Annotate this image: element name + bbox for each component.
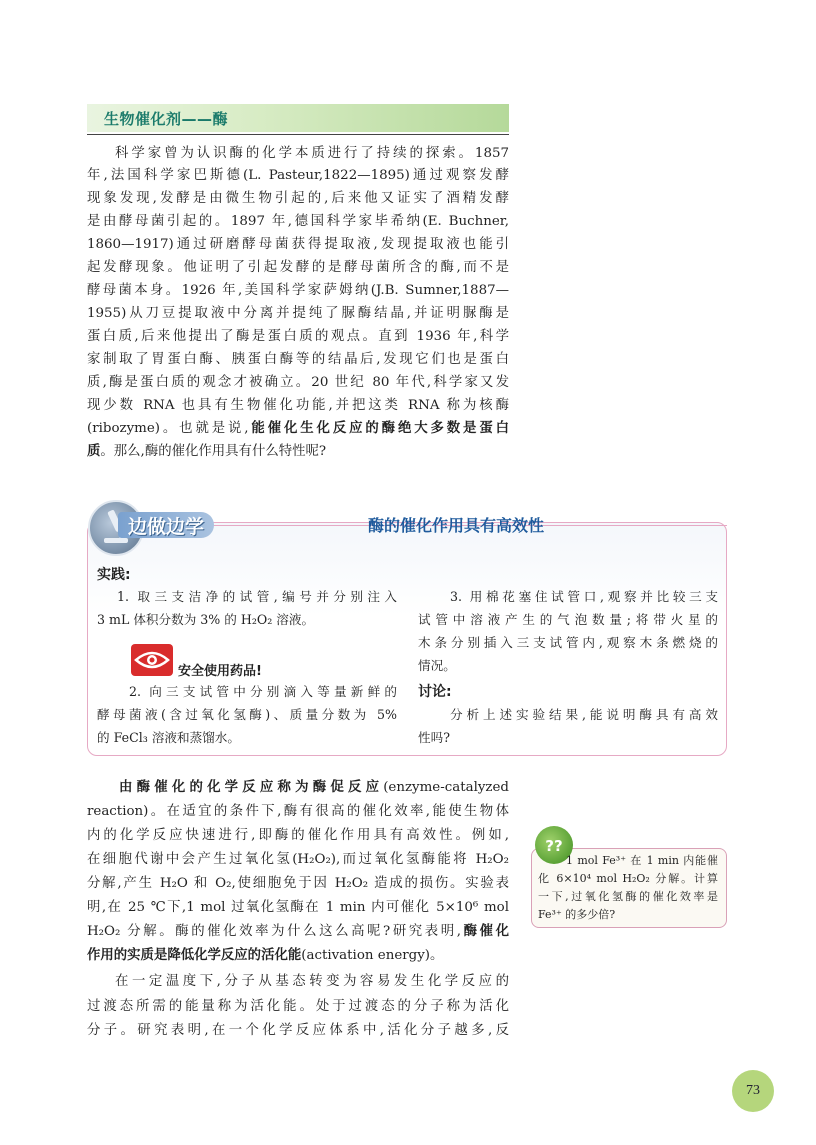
paragraph-line: 分子。研究表明,在一个化学反应体系中,活化分子越多,反 [87, 1023, 509, 1038]
paragraph-line: 现少数 RNA 也具有生物催化功能,并把这类 RNA 称为核酶 [87, 398, 509, 413]
practice-label: 实践: [97, 567, 131, 583]
paragraph-line: 1955)从刀豆提取液中分离并提纯了脲酶结晶,并证明脲酶是 [87, 306, 509, 321]
paragraph-line: 蛋白质,后来他提出了酶是蛋白质的观点。直到 1936 年,科学 [87, 329, 509, 344]
step-line: 木条分别插入三支试管内,观察木条燃烧的 [418, 635, 718, 650]
paragraph-line: 科学家曾为认识酶的化学本质进行了持续的探索。1857 [115, 146, 509, 161]
note-line: Fe³⁺ 的多少倍? [538, 908, 616, 921]
paragraph-line: 过渡态所需的能量称为活化能。处于过渡态的分子称为活化 [87, 999, 509, 1014]
term-definition: 由酶催化的化学反应称为酶促反应 [119, 780, 384, 795]
paragraph-line: 酵母菌本身。1926 年,美国科学家萨姆纳(J.B. Sumner,1887— [87, 283, 509, 298]
note-line: 一下,过氧化氢酶的催化效率是 [538, 890, 718, 903]
step-line: 酵母菌液(含过氧化氢酶)、质量分数为 5% [97, 707, 397, 722]
paragraph-line [87, 923, 509, 941]
step-line: 3. 用棉花塞住试管口,观察并比较三支 [450, 589, 718, 604]
step-line: 情况。 [418, 658, 456, 673]
paragraph-line: 内的化学反应快速进行,即酶的催化作用具有高效性。例如, [87, 828, 509, 843]
discussion-label: 讨论: [418, 684, 452, 700]
paragraph-line: reaction)。在适宜的条件下,酶有很高的催化效率,能使生物体 [87, 804, 509, 819]
activity-title: 边做边学 [128, 516, 205, 538]
paragraph-line: 分解,产生 H₂O 和 O₂,使细胞免于因 H₂O₂ 造成的损伤。实验表 [87, 876, 509, 891]
paragraph-line: 在细胞代谢中会产生过氧化氢(H₂O₂),而过氧化氢酶能将 H₂O₂ [87, 852, 509, 867]
page-number: 73 [746, 1083, 760, 1098]
key-statement: 作用的实质是降低化学反应的活化能 [87, 948, 302, 963]
paragraph-line: 是由酵母菌引起的。1897 年,德国科学家毕希纳(E. Buchner, [87, 214, 509, 229]
discussion-line: 性吗? [418, 730, 450, 745]
text-run: 。那么,酶的催化作用具有什么特性呢? [100, 444, 327, 459]
discussion-line: 分析上述实验结果,能说明酶具有高效 [450, 707, 718, 722]
safety-label: 安全使用药品! [178, 664, 262, 679]
paragraph-line: 质,酶是蛋白质的观念才被确立。20 世纪 80 年代,科学家又发 [87, 375, 509, 390]
paragraph-line: 家制取了胃蛋白酶、胰蛋白酶等的结晶后,发现它们也是蛋白 [87, 352, 509, 367]
text-run: (enzyme-catalyzed [383, 780, 509, 795]
section-title: 生物催化剂——酶 [104, 110, 229, 128]
note-line: 1 mol Fe³⁺ 在 1 min 内能催 [566, 854, 718, 867]
step-line: 试管中溶液产生的气泡数量;将带火星的 [418, 612, 718, 627]
paragraph-line [87, 779, 509, 797]
step-line: 3 mL 体积分数为 3% 的 H₂O₂ 溶液。 [97, 612, 315, 627]
paragraph-line: 年,法国科学家巴斯德(L. Pasteur,1822—1895)通过观察发酵 [87, 168, 509, 183]
paragraph-line: 明,在 25 ℃下,1 mol 过氧化氢酶在 1 min 内可催化 5×10⁶ mol [87, 900, 509, 915]
note-line: 化 6×10⁴ mol H₂O₂ 分解。计算 [538, 872, 718, 885]
text-run: (activation energy)。 [301, 948, 444, 963]
step-line: 2. 向三支试管中分别滴入等量新鲜的 [129, 684, 397, 699]
safety-eye-icon [131, 644, 173, 676]
step-line: 1. 取三支洁净的试管,编号并分别注入 [117, 589, 397, 604]
paragraph-line [87, 947, 509, 965]
key-statement: 酶催化 [461, 924, 509, 939]
key-statement: 能催化生化反应的酶绝大多数是蛋白 [248, 421, 510, 436]
paragraph-line [87, 420, 509, 438]
paragraph-line: 在一定温度下,分子从基态转变为容易发生化学反应的 [115, 974, 509, 989]
text-run: (ribozyme)。也就是说, [87, 421, 249, 436]
text-run: H₂O₂ 分解。酶的催化效率为什么这么高呢?研究表明, [87, 924, 462, 939]
question-icon-text: ?? [545, 837, 563, 855]
activity-heading: 酶的催化作用具有高效性 [368, 516, 545, 535]
paragraph-line: 1860—1917)通过研磨酵母菌获得提取液,发现提取液也能引 [87, 237, 509, 252]
header-divider [87, 134, 509, 135]
paragraph-line: 起发酵现象。他证明了引起发酵的是酵母菌所含的酶,而不是 [87, 260, 509, 275]
key-statement: 质 [87, 444, 101, 459]
step-line: 的 FeCl₃ 溶液和蒸馏水。 [97, 730, 240, 745]
paragraph-line [87, 443, 509, 461]
paragraph-line: 现象发现,发酵是由微生物引起的,后来他又证实了酒精发酵 [87, 191, 509, 206]
